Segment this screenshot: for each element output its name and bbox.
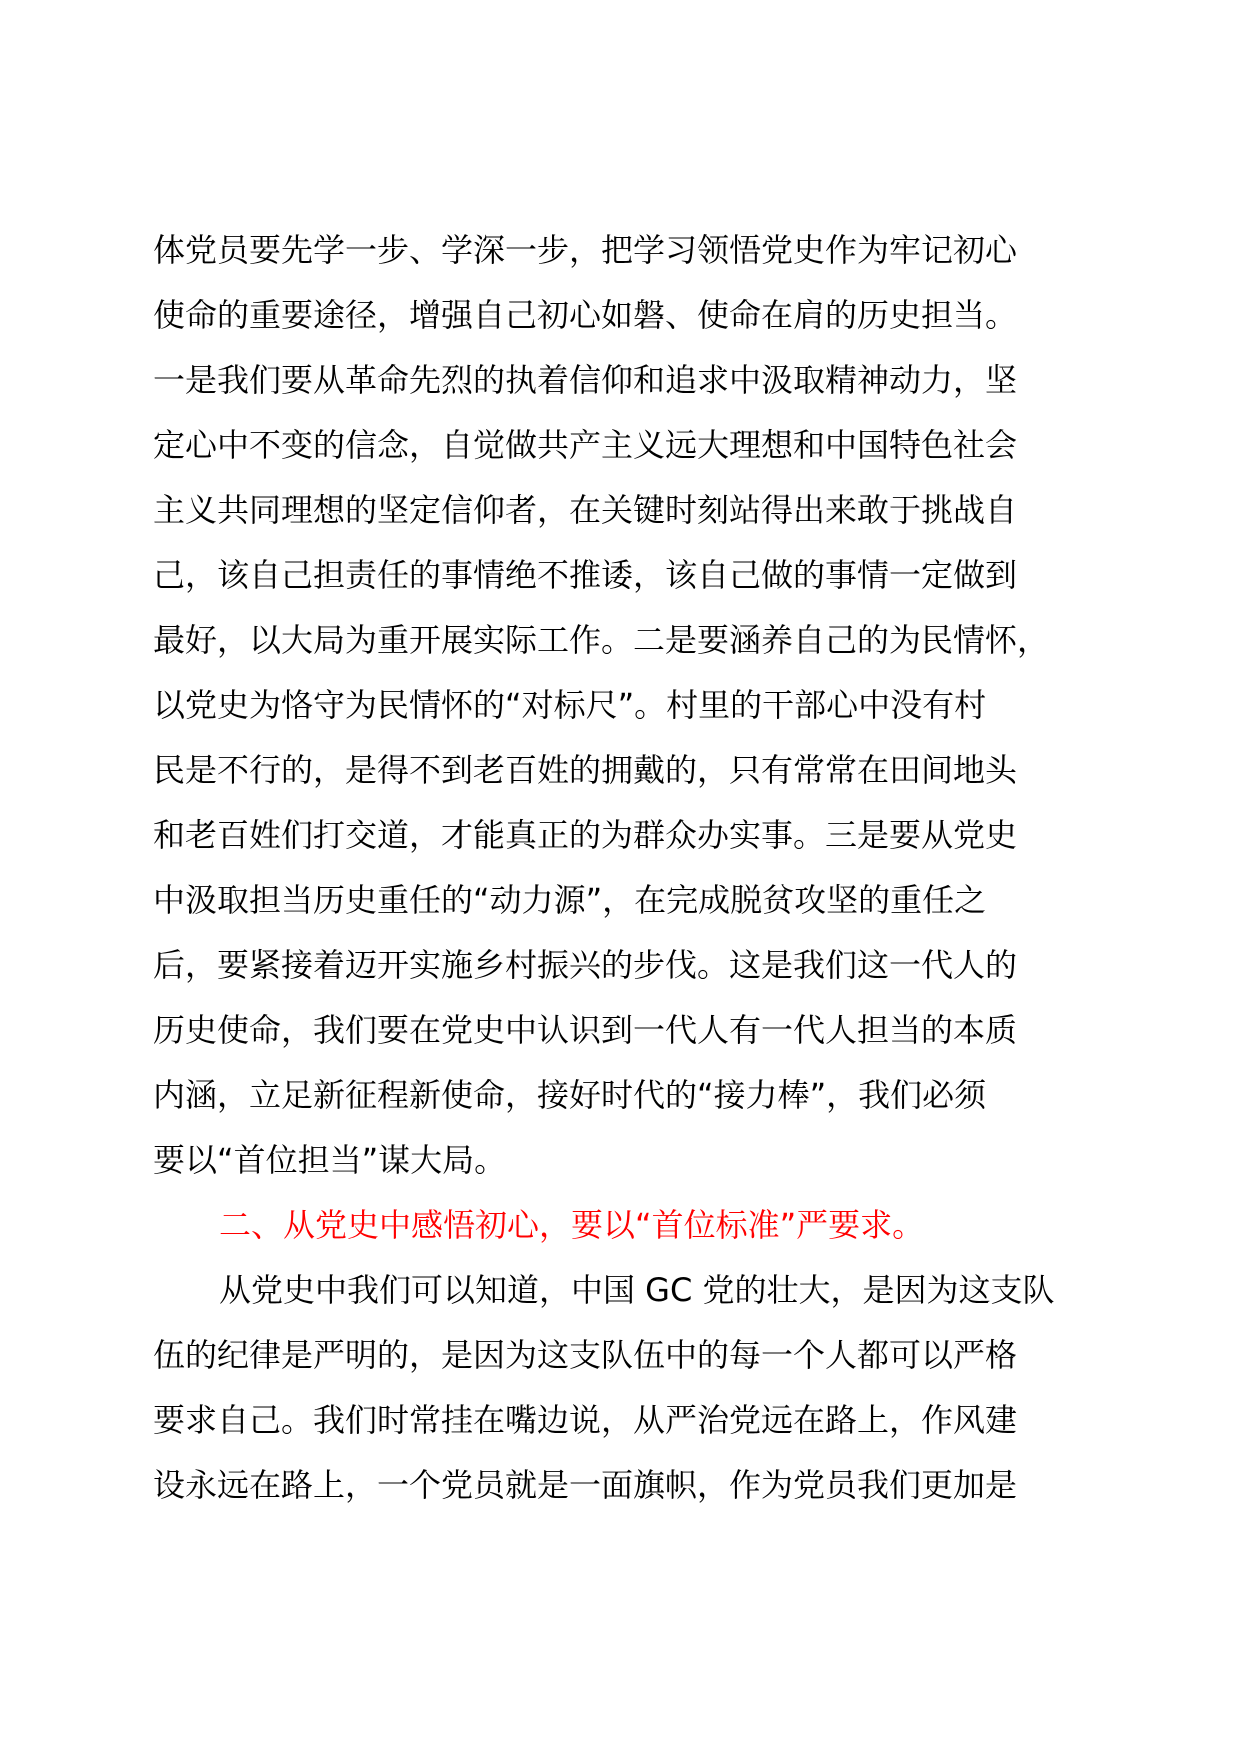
body-line: 和老百姓们打交道，才能真正的为群众办实事。三是要从党史 [153, 816, 1018, 854]
section-heading: 二、从党史中感悟初心，要以“首位标准”严要求。 [219, 1206, 925, 1244]
body-line: 一是我们要从革命先烈的执着信仰和追求中汲取精神动力，坚 [153, 361, 1018, 399]
body-line: 历史使命，我们要在党史中认识到一代人有一代人担当的本质 [153, 1011, 1018, 1049]
body-line: 要求自己。我们时常挂在嘴边说，从严治党远在路上，作风建 [153, 1401, 1018, 1439]
body-line: 后，要紧接着迈开实施乡村振兴的步伐。这是我们这一代人的 [153, 946, 1018, 984]
body-line: 民是不行的，是得不到老百姓的拥戴的，只有常常在田间地头 [153, 751, 1018, 789]
body-line: 内涵，立足新征程新使命，接好时代的“接力棒”，我们必须 [153, 1076, 987, 1114]
body-line: 使命的重要途径，增强自己初心如磐、使命在肩的历史担当。 [153, 296, 1018, 334]
body-line: 定心中不变的信念，自觉做共产主义远大理想和中国特色社会 [153, 426, 1018, 464]
body-line: 中汲取担当历史重任的“动力源”，在完成脱贫攻坚的重任之 [153, 881, 987, 919]
body-line: 最好，以大局为重开展实际工作。二是要涵养自己的为民情怀， [153, 621, 1050, 659]
body-line: 伍的纪律是严明的，是因为这支队伍中的每一个人都可以严格 [153, 1336, 1018, 1374]
body-line: 主义共同理想的坚定信仰者，在关键时刻站得出来敢于挑战自 [153, 491, 1018, 529]
body-line: 要以“首位担当”谋大局。 [153, 1141, 507, 1179]
body-line: 体党员要先学一步、学深一步，把学习领悟党史作为牢记初心 [153, 231, 1018, 269]
body-line: 以党史为恪守为民情怀的“对标尺”。村里的干部心中没有村 [153, 686, 987, 724]
body-line: 设永远在路上，一个党员就是一面旗帜，作为党员我们更加是 [153, 1466, 1018, 1504]
body-line: 从党史中我们可以知道，中国 GC 党的壮大，是因为这支队 [219, 1271, 1055, 1309]
document-body [153, 218, 1088, 1518]
body-line: 己，该自己担责任的事情绝不推诿，该自己做的事情一定做到 [153, 556, 1018, 594]
